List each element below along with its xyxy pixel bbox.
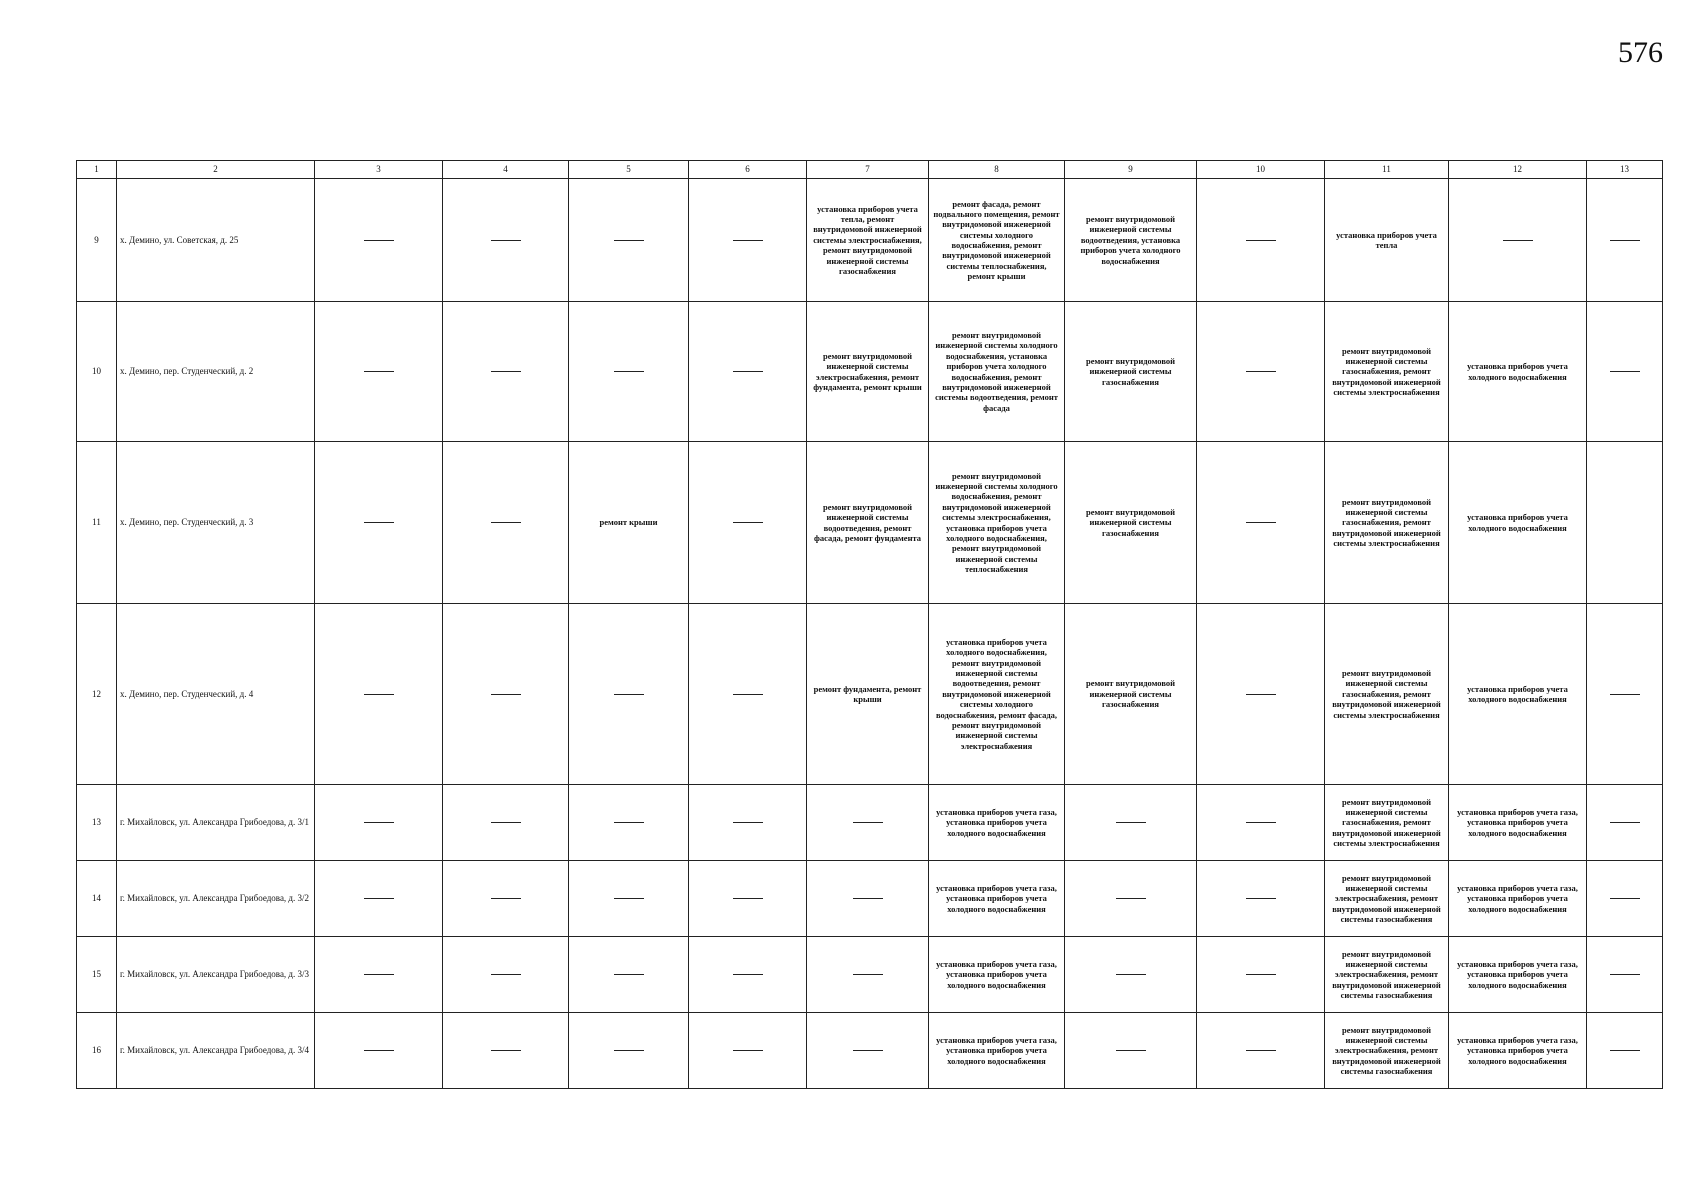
empty-cell bbox=[689, 1013, 807, 1089]
dash-mark bbox=[1610, 974, 1640, 975]
column-header: 5 bbox=[569, 161, 689, 179]
dash-mark bbox=[364, 240, 394, 241]
table-row bbox=[77, 861, 1663, 937]
empty-cell bbox=[443, 861, 569, 937]
table-row bbox=[77, 1013, 1663, 1089]
work-cell: ремонт внутридомовой инженерной системы электроснабжения, ремонт внутридомовой инженерной системы газоснабжения bbox=[1325, 1013, 1449, 1089]
dash-mark bbox=[1610, 371, 1640, 372]
table-row bbox=[77, 302, 1663, 442]
dash-mark bbox=[1610, 822, 1640, 823]
table-row bbox=[77, 604, 1663, 785]
dash-mark bbox=[1246, 371, 1276, 372]
address-cell: х. Демино, ул. Советская, д. 25 bbox=[117, 179, 315, 302]
column-header: 12 bbox=[1449, 161, 1587, 179]
row-number: 15 bbox=[77, 937, 117, 1013]
empty-cell bbox=[569, 302, 689, 442]
dash-mark bbox=[491, 522, 521, 523]
dash-mark bbox=[491, 371, 521, 372]
dash-mark bbox=[491, 822, 521, 823]
table-body bbox=[77, 161, 1663, 1089]
empty-cell bbox=[569, 604, 689, 785]
empty-cell bbox=[1065, 937, 1197, 1013]
empty-cell bbox=[569, 179, 689, 302]
empty-cell bbox=[689, 785, 807, 861]
work-cell: ремонт фасада, ремонт подвального помещения, ремонт внутридомовой инженерной системы холодного водоснабжения, ремонт внутридомовой инженерной системы теплоснабжения, ремонт крыши bbox=[929, 179, 1065, 302]
dash-mark bbox=[853, 974, 883, 975]
table-row bbox=[77, 785, 1663, 861]
empty-cell bbox=[807, 785, 929, 861]
work-cell: установка приборов учета холодного водоснабжения, ремонт внутридомовой инженерной системы водоотведения, ремонт внутридомовой инженерной системы холодного водоснабжения, ремонт фасада, ремонт внутридомовой инженерной системы электроснабжения bbox=[929, 604, 1065, 785]
column-header: 2 bbox=[117, 161, 315, 179]
dash-mark bbox=[1116, 974, 1146, 975]
dash-mark bbox=[853, 822, 883, 823]
column-header: 4 bbox=[443, 161, 569, 179]
dash-mark bbox=[733, 371, 763, 372]
work-cell: установка приборов учета газа, установка приборов учета холодного водоснабжения bbox=[1449, 861, 1587, 937]
row-number: 10 bbox=[77, 302, 117, 442]
empty-cell bbox=[443, 442, 569, 604]
row-number: 13 bbox=[77, 785, 117, 861]
address-cell: г. Михайловск, ул. Александра Грибоедова, д. 3/4 bbox=[117, 1013, 315, 1089]
row-number: 12 bbox=[77, 604, 117, 785]
work-cell: установка приборов учета тепла, ремонт внутридомовой инженерной системы электроснабжения, ремонт внутридомовой инженерной системы газоснабжения bbox=[807, 179, 929, 302]
dash-mark bbox=[614, 898, 644, 899]
dash-mark bbox=[1116, 822, 1146, 823]
column-header: 13 bbox=[1587, 161, 1663, 179]
empty-cell bbox=[315, 937, 443, 1013]
empty-cell bbox=[315, 302, 443, 442]
dash-mark bbox=[733, 240, 763, 241]
dash-mark bbox=[491, 240, 521, 241]
dash-mark bbox=[1246, 240, 1276, 241]
dash-mark bbox=[1246, 974, 1276, 975]
row-number: 14 bbox=[77, 861, 117, 937]
column-header: 9 bbox=[1065, 161, 1197, 179]
empty-cell bbox=[1197, 179, 1325, 302]
work-cell: ремонт внутридомовой инженерной системы газоснабжения, ремонт внутридомовой инженерной системы электроснабжения bbox=[1325, 604, 1449, 785]
empty-cell bbox=[1587, 604, 1663, 785]
dash-mark bbox=[614, 371, 644, 372]
empty-cell bbox=[807, 1013, 929, 1089]
empty-cell bbox=[1449, 179, 1587, 302]
dash-mark bbox=[364, 522, 394, 523]
empty-cell bbox=[443, 937, 569, 1013]
empty-cell bbox=[315, 442, 443, 604]
empty-cell bbox=[689, 604, 807, 785]
dash-mark bbox=[733, 822, 763, 823]
work-cell: установка приборов учета газа, установка приборов учета холодного водоснабжения bbox=[1449, 937, 1587, 1013]
column-header: 1 bbox=[77, 161, 117, 179]
repair-plan-table bbox=[76, 160, 1663, 1089]
address-cell: х. Демино, пер. Студенческий, д. 3 bbox=[117, 442, 315, 604]
empty-cell bbox=[443, 785, 569, 861]
work-cell: установка приборов учета тепла bbox=[1325, 179, 1449, 302]
dash-mark bbox=[614, 822, 644, 823]
column-number-row bbox=[77, 161, 1663, 179]
dash-mark bbox=[733, 522, 763, 523]
table-row bbox=[77, 179, 1663, 302]
work-cell: установка приборов учета газа, установка приборов учета холодного водоснабжения bbox=[929, 861, 1065, 937]
column-header: 6 bbox=[689, 161, 807, 179]
empty-cell bbox=[1587, 179, 1663, 302]
empty-cell bbox=[689, 179, 807, 302]
column-header: 7 bbox=[807, 161, 929, 179]
empty-cell bbox=[1587, 1013, 1663, 1089]
empty-cell bbox=[569, 861, 689, 937]
dash-mark bbox=[1246, 898, 1276, 899]
empty-cell bbox=[1587, 302, 1663, 442]
dash-mark bbox=[364, 1050, 394, 1051]
work-cell: ремонт внутридомовой инженерной системы газоснабжения, ремонт внутридомовой инженерной системы электроснабжения bbox=[1325, 785, 1449, 861]
empty-cell bbox=[1197, 442, 1325, 604]
empty-cell bbox=[689, 861, 807, 937]
work-cell: ремонт внутридомовой инженерной системы электроснабжения, ремонт внутридомовой инженерной системы газоснабжения bbox=[1325, 937, 1449, 1013]
work-cell: установка приборов учета газа, установка приборов учета холодного водоснабжения bbox=[929, 1013, 1065, 1089]
empty-cell bbox=[1587, 785, 1663, 861]
dash-mark bbox=[733, 898, 763, 899]
work-cell: установка приборов учета газа, установка приборов учета холодного водоснабжения bbox=[929, 937, 1065, 1013]
address-cell: х. Демино, пер. Студенческий, д. 2 bbox=[117, 302, 315, 442]
empty-cell bbox=[443, 179, 569, 302]
dash-mark bbox=[364, 371, 394, 372]
empty-cell bbox=[1065, 861, 1197, 937]
table-row bbox=[77, 442, 1663, 604]
dash-mark bbox=[1116, 898, 1146, 899]
dash-mark bbox=[853, 898, 883, 899]
column-header: 3 bbox=[315, 161, 443, 179]
dash-mark bbox=[364, 694, 394, 695]
page-number: 576 bbox=[1618, 36, 1663, 69]
empty-cell bbox=[1197, 785, 1325, 861]
dash-mark bbox=[1246, 522, 1276, 523]
dash-mark bbox=[491, 898, 521, 899]
work-cell: установка приборов учета холодного водоснабжения bbox=[1449, 442, 1587, 604]
dash-mark bbox=[364, 974, 394, 975]
empty-cell bbox=[1197, 604, 1325, 785]
column-header: 8 bbox=[929, 161, 1065, 179]
empty-cell bbox=[443, 1013, 569, 1089]
dash-mark bbox=[614, 694, 644, 695]
dash-mark bbox=[1610, 694, 1640, 695]
empty-cell bbox=[1197, 861, 1325, 937]
work-cell: ремонт внутридомовой инженерной системы газоснабжения bbox=[1065, 302, 1197, 442]
dash-mark bbox=[853, 1050, 883, 1051]
empty-cell bbox=[689, 442, 807, 604]
empty-cell bbox=[1197, 937, 1325, 1013]
work-cell: ремонт внутридомовой инженерной системы холодного водоснабжения, ремонт внутридомовой инженерной системы электроснабжения, установка приборов учета холодного водоснабжения, ремонт внутридомовой инженерной системы теплоснабжения bbox=[929, 442, 1065, 604]
work-cell: ремонт внутридомовой инженерной системы электроснабжения, ремонт внутридомовой инженерной системы газоснабжения bbox=[1325, 861, 1449, 937]
dash-mark bbox=[491, 974, 521, 975]
dash-mark bbox=[614, 240, 644, 241]
empty-cell bbox=[569, 785, 689, 861]
row-number: 16 bbox=[77, 1013, 117, 1089]
work-cell: ремонт фундамента, ремонт крыши bbox=[807, 604, 929, 785]
empty-cell bbox=[443, 604, 569, 785]
dash-mark bbox=[1610, 1050, 1640, 1051]
dash-mark bbox=[1246, 694, 1276, 695]
empty-cell bbox=[569, 937, 689, 1013]
address-cell: г. Михайловск, ул. Александра Грибоедова, д. 3/1 bbox=[117, 785, 315, 861]
work-cell: ремонт внутридомовой инженерной системы водоотведения, установка приборов учета холодного водоснабжения bbox=[1065, 179, 1197, 302]
work-cell: ремонт крыши bbox=[569, 442, 689, 604]
table-row bbox=[77, 937, 1663, 1013]
column-header: 10 bbox=[1197, 161, 1325, 179]
address-cell: г. Михайловск, ул. Александра Грибоедова, д. 3/2 bbox=[117, 861, 315, 937]
work-cell: ремонт внутридомовой инженерной системы газоснабжения bbox=[1065, 442, 1197, 604]
column-header: 11 bbox=[1325, 161, 1449, 179]
dash-mark bbox=[733, 694, 763, 695]
work-cell: ремонт внутридомовой инженерной системы электроснабжения, ремонт фундамента, ремонт крыши bbox=[807, 302, 929, 442]
work-cell bbox=[1587, 442, 1663, 604]
work-cell: ремонт внутридомовой инженерной системы газоснабжения, ремонт внутридомовой инженерной системы электроснабжения bbox=[1325, 442, 1449, 604]
dash-mark bbox=[1610, 240, 1640, 241]
empty-cell bbox=[1065, 785, 1197, 861]
dash-mark bbox=[364, 822, 394, 823]
empty-cell bbox=[1197, 1013, 1325, 1089]
work-cell: установка приборов учета холодного водоснабжения bbox=[1449, 604, 1587, 785]
work-cell: установка приборов учета холодного водоснабжения bbox=[1449, 302, 1587, 442]
empty-cell bbox=[569, 1013, 689, 1089]
work-cell: установка приборов учета газа, установка приборов учета холодного водоснабжения bbox=[1449, 785, 1587, 861]
work-cell: ремонт внутридомовой инженерной системы газоснабжения bbox=[1065, 604, 1197, 785]
empty-cell bbox=[315, 1013, 443, 1089]
address-cell: г. Михайловск, ул. Александра Грибоедова, д. 3/3 bbox=[117, 937, 315, 1013]
dash-mark bbox=[733, 974, 763, 975]
dash-mark bbox=[1246, 822, 1276, 823]
empty-cell bbox=[807, 937, 929, 1013]
dash-mark bbox=[1116, 1050, 1146, 1051]
empty-cell bbox=[315, 861, 443, 937]
address-cell: х. Демино, пер. Студенческий, д. 4 bbox=[117, 604, 315, 785]
work-cell: ремонт внутридомовой инженерной системы водоотведения, ремонт фасада, ремонт фундамента bbox=[807, 442, 929, 604]
work-cell: установка приборов учета газа, установка приборов учета холодного водоснабжения bbox=[1449, 1013, 1587, 1089]
empty-cell bbox=[443, 302, 569, 442]
empty-cell bbox=[1065, 1013, 1197, 1089]
empty-cell bbox=[1197, 302, 1325, 442]
work-cell: ремонт внутридомовой инженерной системы газоснабжения, ремонт внутридомовой инженерной системы электроснабжения bbox=[1325, 302, 1449, 442]
work-cell: установка приборов учета газа, установка приборов учета холодного водоснабжения bbox=[929, 785, 1065, 861]
empty-cell bbox=[689, 302, 807, 442]
dash-mark bbox=[1610, 898, 1640, 899]
work-cell: ремонт внутридомовой инженерной системы холодного водоснабжения, установка приборов учета холодного водоснабжения, ремонт внутридомовой инженерной системы водоотведения, ремонт фасада bbox=[929, 302, 1065, 442]
empty-cell bbox=[315, 785, 443, 861]
empty-cell bbox=[315, 604, 443, 785]
empty-cell bbox=[1587, 937, 1663, 1013]
empty-cell bbox=[689, 937, 807, 1013]
dash-mark bbox=[491, 1050, 521, 1051]
dash-mark bbox=[614, 1050, 644, 1051]
empty-cell bbox=[807, 861, 929, 937]
empty-cell bbox=[1587, 861, 1663, 937]
dash-mark bbox=[1246, 1050, 1276, 1051]
dash-mark bbox=[614, 974, 644, 975]
row-number: 9 bbox=[77, 179, 117, 302]
empty-cell bbox=[315, 179, 443, 302]
dash-mark bbox=[1503, 240, 1533, 241]
row-number: 11 bbox=[77, 442, 117, 604]
dash-mark bbox=[491, 694, 521, 695]
dash-mark bbox=[364, 898, 394, 899]
dash-mark bbox=[733, 1050, 763, 1051]
